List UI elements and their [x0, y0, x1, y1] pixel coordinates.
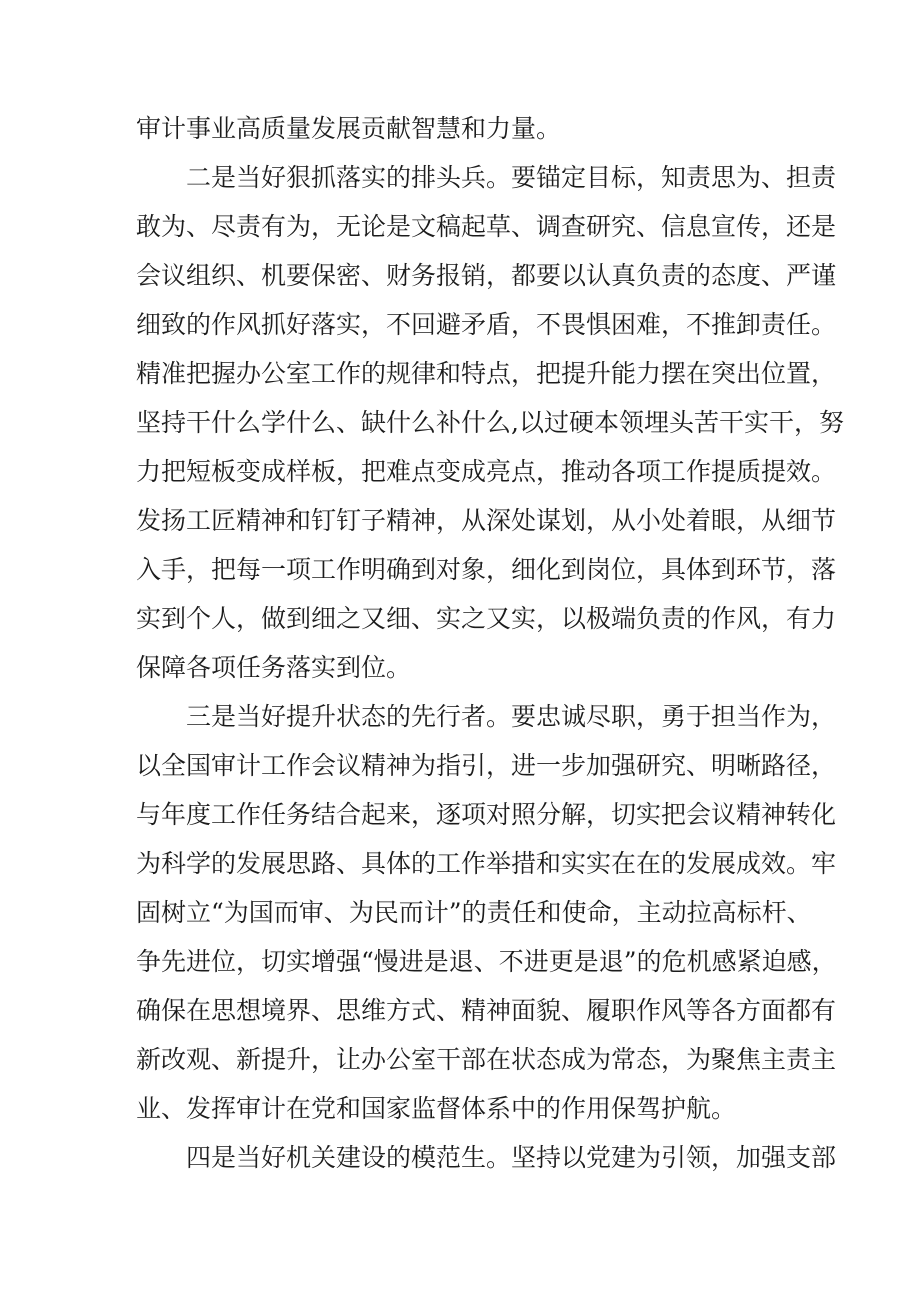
- line-text: 审计事业高质量发展贡献智慧和力量。: [136, 114, 562, 143]
- text-line: [0, 205, 920, 249]
- line-text: 三是当好提升状态的先行者。要忠诚尽职，勇于担当作为，: [186, 702, 837, 731]
- line-text: 细致的作风抓好落实，不回避矛盾，不畏惧困难，不推卸责任。: [136, 310, 837, 339]
- line-text: 入手，把每一项工作明确到对象，细化到岗位，具体到环节，落: [136, 555, 837, 584]
- line-text: 以全国审计工作会议精神为指引，进一步加强研究、明晰路径，: [136, 751, 837, 780]
- paragraph-start-line: [0, 1136, 920, 1180]
- text-line: [0, 1087, 920, 1131]
- line-text: 为科学的发展思路、具体的工作举措和实实在在的发展成效。牢: [136, 849, 837, 878]
- text-line: [0, 744, 920, 788]
- text-line: [0, 646, 920, 690]
- line-text: 四是当好机关建设的模范生。坚持以党建为引领，加强支部: [186, 1143, 837, 1172]
- text-line: [0, 352, 920, 396]
- text-line: [0, 401, 920, 445]
- text-line: [0, 793, 920, 837]
- text-line: [0, 254, 920, 298]
- text-line: [0, 597, 920, 641]
- text-line: [0, 1038, 920, 1082]
- text-line: [0, 989, 920, 1033]
- text-line: [0, 499, 920, 543]
- line-text: 二是当好狠抓落实的排头兵。要锚定目标，知责思为、担责: [186, 163, 837, 192]
- line-text: 业、发挥审计在党和国家监督体系中的作用保驾护航。: [136, 1094, 737, 1123]
- text-line: [0, 548, 920, 592]
- line-text: 与年度工作任务结合起来，逐项对照分解，切实把会议精神转化: [136, 800, 837, 829]
- line-text: 保障各项任务落实到位。: [136, 653, 412, 682]
- line-text: 实到个人，做到细之又细、实之又实，以极端负责的作风，有力: [136, 604, 837, 633]
- line-text: 新改观、新提升，让办公室干部在状态成为常态，为聚焦主责主: [136, 1045, 837, 1074]
- text-line: [0, 450, 920, 494]
- paragraph-start-line: [0, 156, 920, 200]
- text-line: [0, 940, 920, 984]
- text-line: [0, 891, 920, 935]
- line-text: 力把短板变成样板，把难点变成亮点，推动各项工作提质提效。: [136, 457, 837, 486]
- line-text: 固树立“为国而审、为民而计”的责任和使命，主动拉高标杆、: [136, 898, 812, 927]
- line-text: 精准把握办公室工作的规律和特点，把提升能力摆在突出位置，: [136, 359, 837, 388]
- line-text: 发扬工匠精神和钉钉子精神，从深处谋划，从小处着眼，从细节: [136, 506, 837, 535]
- line-text: 确保在思想境界、思维方式、精神面貌、履职作风等各方面都有: [136, 996, 837, 1025]
- text-line: [0, 107, 920, 151]
- text-line: [0, 842, 920, 886]
- paragraph-start-line: [0, 695, 920, 739]
- line-text: 敢为、尽责有为，无论是文稿起草、调查研究、信息宣传，还是: [136, 212, 837, 241]
- text-line: [0, 303, 920, 347]
- line-text: 坚持干什么学什么、缺什么补什么,以过硬本领埋头苦干实干，努: [136, 408, 844, 437]
- line-text: 会议组织、机要保密、财务报销，都要以认真负责的态度、严谨: [136, 261, 837, 290]
- line-text: 争先进位，切实增强“慢进是退、不进更是退”的危机感紧迫感，: [136, 947, 837, 976]
